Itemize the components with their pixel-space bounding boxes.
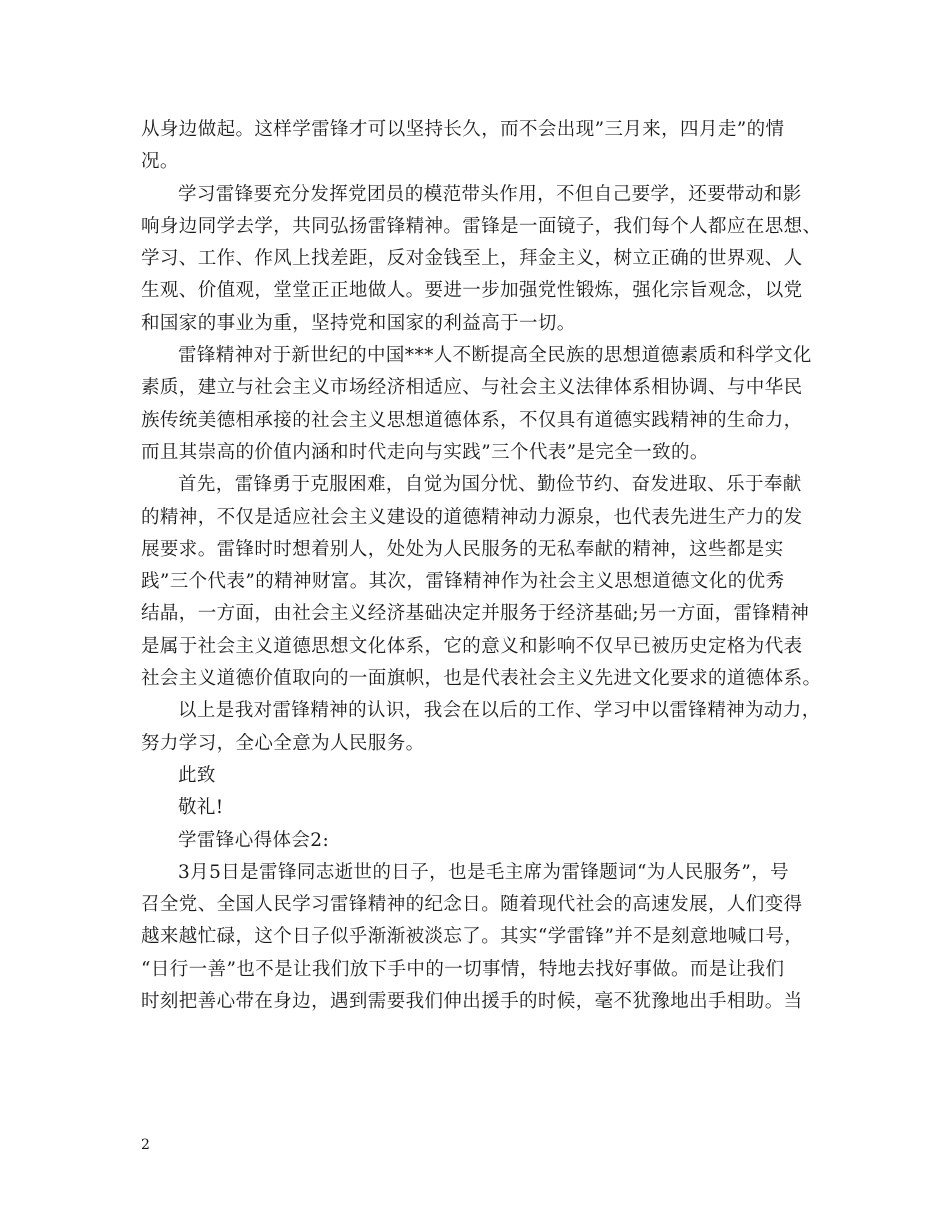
text-line: 首先，雷锋勇于克服困难，自觉为国分忧、勤俭节约、奋发进取、乐于奉献: [178, 474, 802, 496]
text-line: 时刻把善心带在身边，遇到需要我们伸出援手的时候，毫不犹豫地出手相助。当: [141, 991, 803, 1013]
text-line: 学习、工作、作风上找差距，反对金钱至上，拜金主义，树立正确的世界观、人: [141, 248, 803, 270]
text-line: 敬礼!: [178, 797, 224, 819]
text-line: 社会主义道德价值取向的一面旗帜，也是代表社会主义先进文化要求的道德体系。: [141, 668, 822, 690]
document-body: [141, 114, 822, 1018]
text-line: 践”三个代表”的精神财富。其次，雷锋精神作为社会主义思想道德文化的优秀: [141, 571, 785, 593]
text-line: 展要求。雷锋时时想着别人，处处为人民服务的无私奉献的精神，这些都是实: [141, 538, 784, 560]
text-line: 学雷锋心得体会2:: [178, 829, 330, 851]
text-line: 越来越忙碌，这个日子似乎渐渐被淡忘了。其实“学雷锋”并不是刻意地喊口号，: [141, 926, 804, 948]
text-line: 结晶，一方面，由社会主义经济基础决定并服务于经济基础;另一方面，雷锋精神: [141, 603, 810, 625]
text-line: 雷锋精神对于新世纪的中国***人不断提高全民族的思想道德素质和科学文化: [178, 345, 812, 367]
text-line: 生观、价值观，堂堂正正地做人。要进一步加强党性锻炼，强化宗旨观念，以党: [141, 280, 803, 302]
text-line: “日行一善”也不是让我们放下手中的一切事情，特地去找好事做。而是让我们: [141, 958, 785, 980]
text-line: 素质，建立与社会主义市场经济相适应、与社会主义法律体系相协调、与中华民: [141, 377, 803, 399]
text-line: 学习雷锋要充分发挥党团员的模范带头作用，不但自己要学，还要带动和影: [178, 183, 802, 205]
text-line: 3月5日是雷锋同志逝世的日子，也是毛主席为雷锋题词“为人民服务”，号: [178, 861, 790, 883]
text-line: 召全党、全国人民学习雷锋精神的纪念日。随着现代社会的高速发展，人们变得: [141, 894, 803, 916]
text-line: 的精神，不仅是适应社会主义建设的道德精神动力源泉，也代表先进生产力的发: [141, 506, 803, 528]
page-number: 2: [141, 1137, 150, 1153]
text-line: 是属于社会主义道德思想文化体系，它的意义和影响不仅早已被历史定格为代表: [141, 635, 803, 657]
text-line: 和国家的事业为重，坚持党和国家的利益高于一切。: [141, 312, 576, 334]
text-line: 以上是我对雷锋精神的认识，我会在以后的工作、学习中以雷锋精神为动力，: [178, 700, 821, 722]
text-line: 族传统美德相承接的社会主义思想道德体系，不仅具有道德实践精神的生命力，: [141, 409, 803, 431]
text-line: 努力学习，全心全意为人民服务。: [141, 732, 425, 754]
text-line: 此致: [178, 764, 216, 786]
text-line: 响身边同学去学，共同弘扬雷锋精神。雷锋是一面镜子，我们每个人都应在思想、: [141, 215, 822, 237]
text-line: 况。: [141, 151, 179, 173]
text-line: 而且其崇高的价值内涵和时代走向与实践”三个代表”是完全一致的。: [141, 441, 709, 463]
text-line: 从身边做起。这样学雷锋才可以坚持长久，而不会出现”三月来，四月走”的情: [141, 119, 785, 140]
